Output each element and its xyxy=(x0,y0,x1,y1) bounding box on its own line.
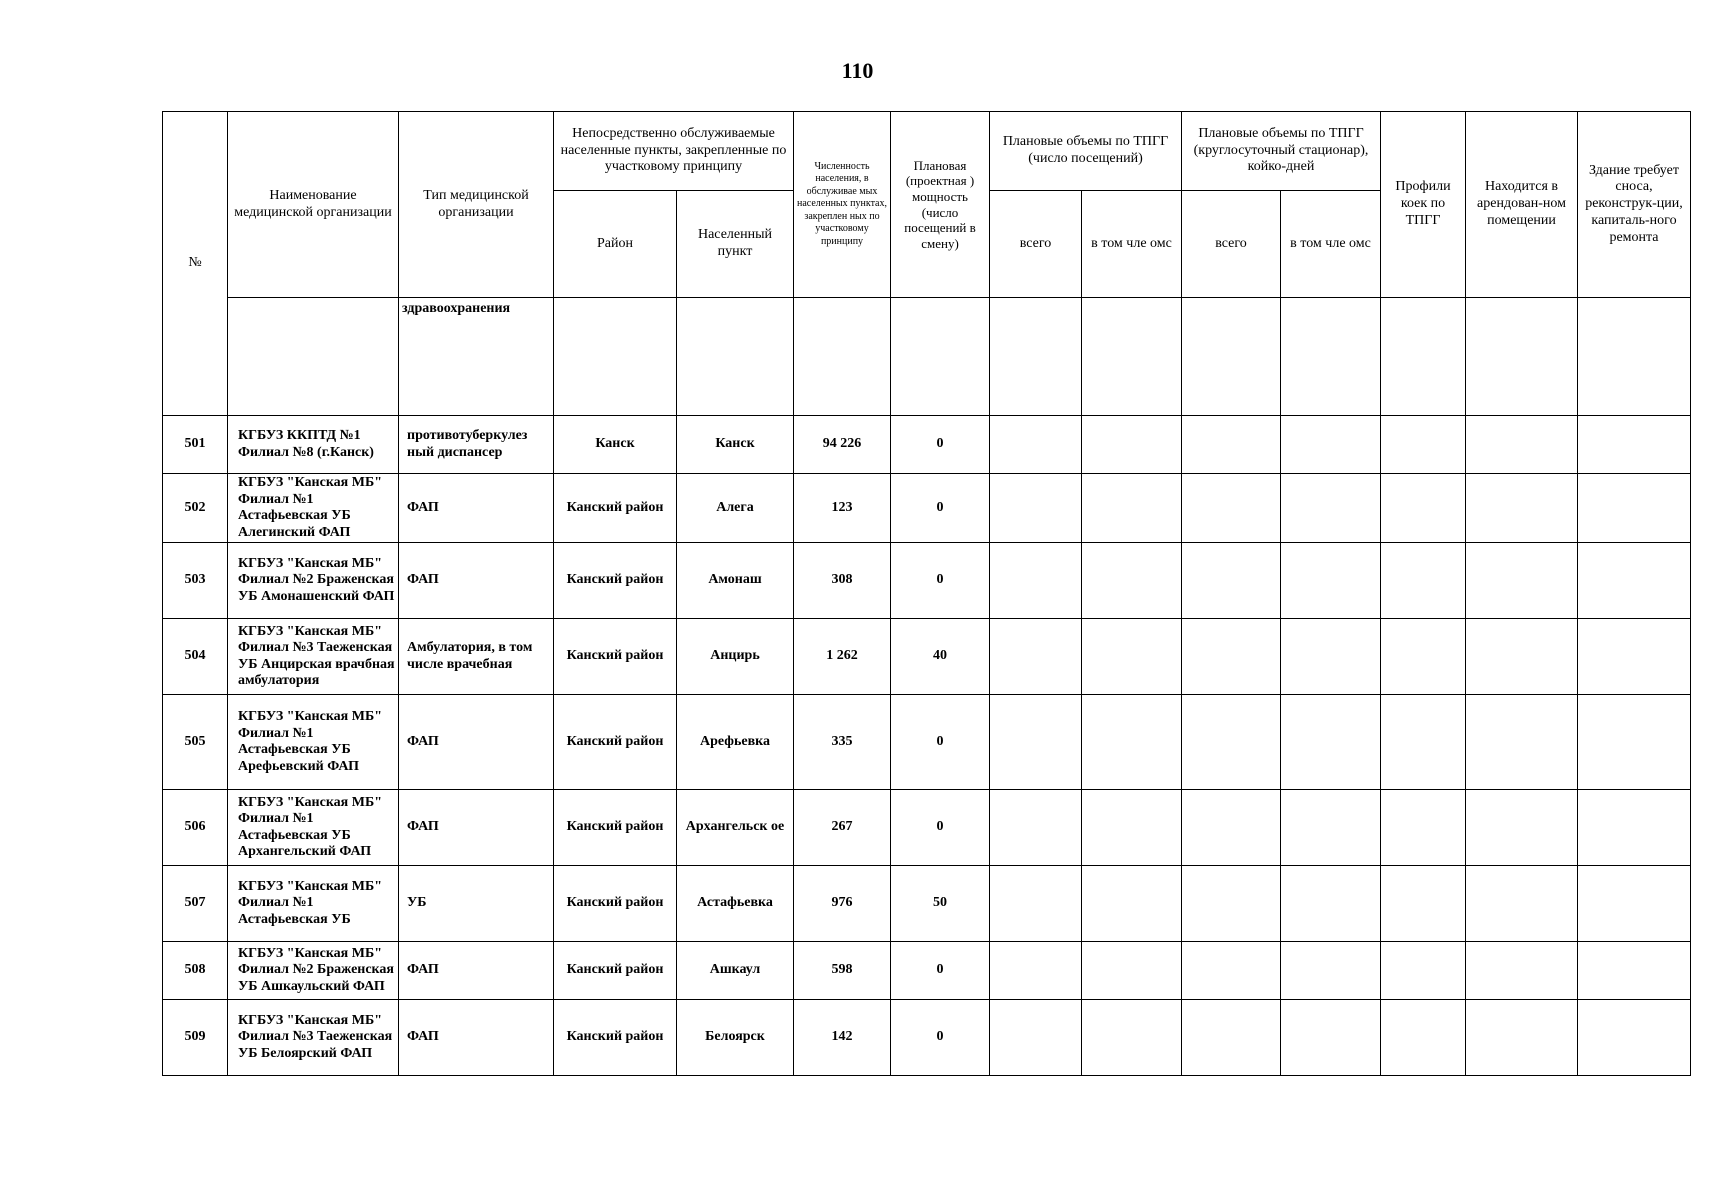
header-rented: Находится в арендован-ном помещении xyxy=(1466,112,1578,298)
cont-cell xyxy=(794,298,891,416)
row-organization-type: ФАП xyxy=(399,1000,554,1076)
row-organization-type: Амбулатория, в том числе врачебная xyxy=(399,619,554,695)
row-beds-total xyxy=(1182,1000,1281,1076)
row-demolition xyxy=(1578,416,1691,474)
cont-cell xyxy=(677,298,794,416)
row-settlement: Белоярск xyxy=(677,1000,794,1076)
row-profiles xyxy=(1381,695,1466,790)
header-capacity: Плановая (проектная ) мощность (число посещений в смену) xyxy=(891,112,990,298)
header-served: Непосредственно обслуживаемые населенные пункты, закрепленные по участковому принципу xyxy=(554,112,794,191)
row-profiles xyxy=(1381,619,1466,695)
row-num: 506 xyxy=(163,790,228,866)
row-num: 502 xyxy=(163,474,228,543)
row-capacity: 0 xyxy=(891,1000,990,1076)
row-demolition xyxy=(1578,790,1691,866)
table-header xyxy=(163,112,1691,416)
header-visits-total: всего xyxy=(990,191,1082,298)
row-capacity: 0 xyxy=(891,474,990,543)
row-beds-total xyxy=(1182,619,1281,695)
row-num: 503 xyxy=(163,543,228,619)
row-visits-total xyxy=(990,543,1082,619)
row-organization-name: КГБУЗ "Канская МБ" Филиал №1 Астафьевская УБ xyxy=(228,866,399,942)
row-visits-oms xyxy=(1082,543,1182,619)
page-number: 110 xyxy=(841,58,874,83)
table-row xyxy=(163,942,1691,1000)
row-visits-total xyxy=(990,866,1082,942)
row-rented xyxy=(1466,866,1578,942)
table-row xyxy=(163,474,1691,543)
row-capacity: 0 xyxy=(891,695,990,790)
row-beds-oms xyxy=(1281,474,1381,543)
header-type: Тип медицинской организации xyxy=(399,112,554,298)
row-visits-total xyxy=(990,619,1082,695)
row-settlement: Ашкаул xyxy=(677,942,794,1000)
table-row xyxy=(163,416,1691,474)
row-district: Канский район xyxy=(554,619,677,695)
row-population: 123 xyxy=(794,474,891,543)
row-beds-total xyxy=(1182,866,1281,942)
table-row xyxy=(163,866,1691,942)
cont-cell xyxy=(1082,298,1182,416)
cont-type: здравоохранения xyxy=(399,298,554,416)
row-num: 504 xyxy=(163,619,228,695)
row-settlement: Канск xyxy=(677,416,794,474)
row-num: 507 xyxy=(163,866,228,942)
header-visits-oms: в том чле омс xyxy=(1082,191,1182,298)
row-organization-name: КГБУЗ "Канская МБ" Филиал №2 Браженская УБ Ашкаульский ФАП xyxy=(228,942,399,1000)
row-district: Канский район xyxy=(554,695,677,790)
row-rented xyxy=(1466,942,1578,1000)
row-visits-total xyxy=(990,695,1082,790)
row-district: Канский район xyxy=(554,942,677,1000)
row-visits-total xyxy=(990,1000,1082,1076)
row-capacity: 0 xyxy=(891,790,990,866)
row-visits-total xyxy=(990,790,1082,866)
row-visits-oms xyxy=(1082,474,1182,543)
row-rented xyxy=(1466,543,1578,619)
row-district: Канский район xyxy=(554,790,677,866)
row-settlement: Амонаш xyxy=(677,543,794,619)
row-organization-name: КГБУЗ "Канская МБ" Филиал №1 Астафьевская УБ Алегинский ФАП xyxy=(228,474,399,543)
row-organization-name: КГБУЗ "Канская МБ" Филиал №1 Астафьевская УБ Архангельский ФАП xyxy=(228,790,399,866)
row-rented xyxy=(1466,416,1578,474)
row-population: 976 xyxy=(794,866,891,942)
header-profiles: Профили коек по ТПГГ xyxy=(1381,112,1466,298)
row-rented xyxy=(1466,790,1578,866)
row-capacity: 0 xyxy=(891,543,990,619)
header-beds: Плановые объемы по ТПГГ (круглосуточный стационар), койко-дней xyxy=(1182,112,1381,191)
table-row xyxy=(163,619,1691,695)
row-beds-oms xyxy=(1281,619,1381,695)
row-visits-oms xyxy=(1082,695,1182,790)
row-profiles xyxy=(1381,474,1466,543)
row-beds-oms xyxy=(1281,942,1381,1000)
cont-cell xyxy=(1182,298,1281,416)
row-population: 94 226 xyxy=(794,416,891,474)
table-row xyxy=(163,790,1691,866)
header-continuation-row xyxy=(163,298,1691,416)
cont-cell xyxy=(1381,298,1466,416)
row-num: 505 xyxy=(163,695,228,790)
row-settlement: Арефьевка xyxy=(677,695,794,790)
row-visits-oms xyxy=(1082,942,1182,1000)
header-beds-total: всего xyxy=(1182,191,1281,298)
row-beds-oms xyxy=(1281,416,1381,474)
row-rented xyxy=(1466,1000,1578,1076)
row-settlement: Анцирь xyxy=(677,619,794,695)
row-demolition xyxy=(1578,543,1691,619)
row-demolition xyxy=(1578,619,1691,695)
row-visits-oms xyxy=(1082,866,1182,942)
row-beds-total xyxy=(1182,543,1281,619)
row-organization-type: ФАП xyxy=(399,790,554,866)
header-num: № xyxy=(163,112,228,416)
medical-organizations-table xyxy=(162,111,1691,1076)
row-capacity: 0 xyxy=(891,416,990,474)
row-beds-total xyxy=(1182,790,1281,866)
row-population: 142 xyxy=(794,1000,891,1076)
cont-cell xyxy=(554,298,677,416)
row-district: Канский район xyxy=(554,1000,677,1076)
row-profiles xyxy=(1381,543,1466,619)
row-rented xyxy=(1466,695,1578,790)
row-demolition xyxy=(1578,866,1691,942)
row-visits-oms xyxy=(1082,790,1182,866)
row-organization-type: ФАП xyxy=(399,474,554,543)
row-district: Канский район xyxy=(554,474,677,543)
row-num: 501 xyxy=(163,416,228,474)
row-rented xyxy=(1466,474,1578,543)
header-demolition: Здание требует сноса, реконструк-ции, капиталь-ного ремонта xyxy=(1578,112,1691,298)
table-row xyxy=(163,1000,1691,1076)
row-profiles xyxy=(1381,790,1466,866)
row-beds-total xyxy=(1182,695,1281,790)
row-profiles xyxy=(1381,416,1466,474)
cont-name xyxy=(228,298,399,416)
row-profiles xyxy=(1381,942,1466,1000)
row-district: Канский район xyxy=(554,543,677,619)
table-body xyxy=(163,416,1691,1076)
row-organization-name: КГБУЗ "Канская МБ" Филиал №2 Браженская УБ Амонашенский ФАП xyxy=(228,543,399,619)
row-capacity: 0 xyxy=(891,942,990,1000)
row-population: 267 xyxy=(794,790,891,866)
row-beds-oms xyxy=(1281,1000,1381,1076)
row-visits-total xyxy=(990,474,1082,543)
row-organization-name: КГБУЗ "Канская МБ" Филиал №1 Астафьевская УБ Арефьевский ФАП xyxy=(228,695,399,790)
header-name: Наименование медицинской организации xyxy=(228,112,399,298)
row-num: 508 xyxy=(163,942,228,1000)
header-settlement: Населенный пункт xyxy=(677,191,794,298)
row-demolition xyxy=(1578,1000,1691,1076)
row-capacity: 50 xyxy=(891,866,990,942)
row-capacity: 40 xyxy=(891,619,990,695)
row-district: Канск xyxy=(554,416,677,474)
row-beds-total xyxy=(1182,474,1281,543)
row-organization-name: КГБУЗ "Канская МБ" Филиал №3 Таеженская УБ Белоярский ФАП xyxy=(228,1000,399,1076)
row-beds-oms xyxy=(1281,790,1381,866)
row-organization-type: УБ xyxy=(399,866,554,942)
header-district: Район xyxy=(554,191,677,298)
row-visits-oms xyxy=(1082,416,1182,474)
header-beds-oms: в том чле омс xyxy=(1281,191,1381,298)
row-beds-oms xyxy=(1281,866,1381,942)
table-row xyxy=(163,695,1691,790)
row-visits-total xyxy=(990,416,1082,474)
row-visits-total xyxy=(990,942,1082,1000)
row-population: 335 xyxy=(794,695,891,790)
row-beds-total xyxy=(1182,942,1281,1000)
row-rented xyxy=(1466,619,1578,695)
row-settlement: Алега xyxy=(677,474,794,543)
row-settlement: Архангельск ое xyxy=(677,790,794,866)
row-organization-type: противотуберкулез ный диспансер xyxy=(399,416,554,474)
row-beds-oms xyxy=(1281,543,1381,619)
cont-cell xyxy=(1281,298,1381,416)
row-demolition xyxy=(1578,942,1691,1000)
row-beds-oms xyxy=(1281,695,1381,790)
row-visits-oms xyxy=(1082,1000,1182,1076)
row-organization-name: КГБУЗ "Канская МБ" Филиал №3 Таеженская УБ Анцирская врачбная амбулатория xyxy=(228,619,399,695)
row-beds-total xyxy=(1182,416,1281,474)
row-organization-type: ФАП xyxy=(399,942,554,1000)
row-organization-type: ФАП xyxy=(399,543,554,619)
cont-cell xyxy=(1466,298,1578,416)
row-organization-name: КГБУЗ ККПТД №1 Филиал №8 (г.Канск) xyxy=(228,416,399,474)
row-population: 308 xyxy=(794,543,891,619)
header-population: Численность населения, в обслуживае мых населенных пунктах, закреплен ных по участковому принципу xyxy=(794,112,891,298)
row-settlement: Астафьевка xyxy=(677,866,794,942)
cont-cell xyxy=(1578,298,1691,416)
header-visits: Плановые объемы по ТПГГ (число посещений) xyxy=(990,112,1182,191)
cont-cell xyxy=(990,298,1082,416)
table-row xyxy=(163,543,1691,619)
row-demolition xyxy=(1578,474,1691,543)
row-population: 598 xyxy=(794,942,891,1000)
row-district: Канский район xyxy=(554,866,677,942)
row-demolition xyxy=(1578,695,1691,790)
row-num: 509 xyxy=(163,1000,228,1076)
cont-cell xyxy=(891,298,990,416)
row-profiles xyxy=(1381,866,1466,942)
row-profiles xyxy=(1381,1000,1466,1076)
row-population: 1 262 xyxy=(794,619,891,695)
row-organization-type: ФАП xyxy=(399,695,554,790)
row-visits-oms xyxy=(1082,619,1182,695)
